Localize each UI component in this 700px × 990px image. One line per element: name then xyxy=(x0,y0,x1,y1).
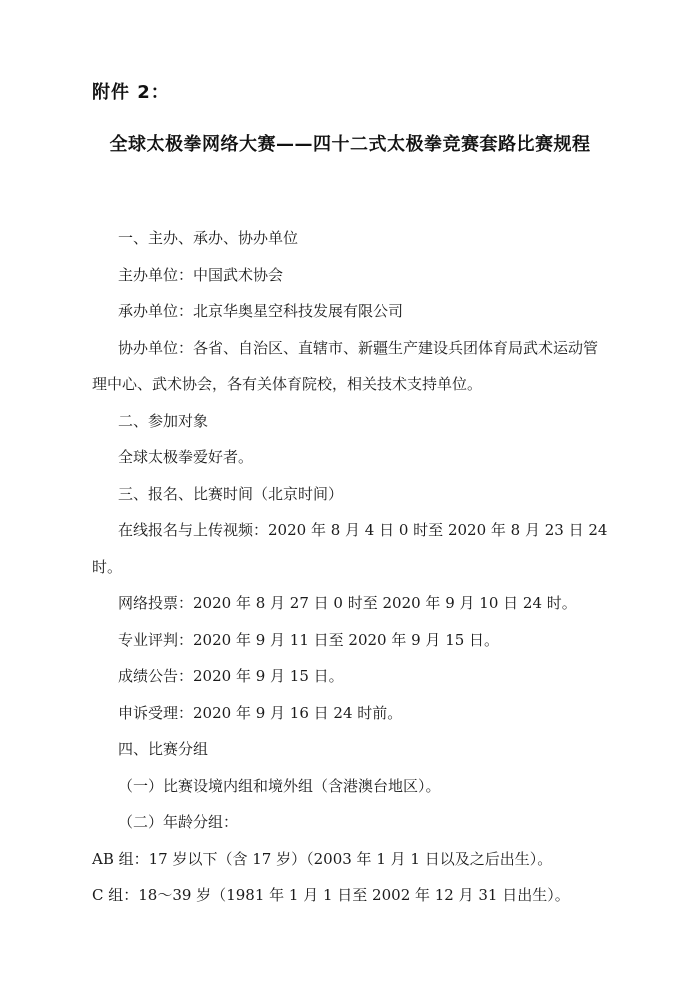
section-heading-schedule: 三、报名、比赛时间（北京时间） xyxy=(118,484,344,503)
paragraph-registration: 在线报名与上传视频：2020 年 8 月 4 日 0 时至 2020 年 8 月 23 日 24 时。 xyxy=(92,521,608,576)
paragraph-group-ab: AB 组：17 岁以下（含 17 岁）（2003 年 1 月 1 日以及之后出生）。 xyxy=(92,849,553,868)
paragraph-host: 主办单位：中国武术协会 xyxy=(118,265,284,284)
document-body xyxy=(92,220,612,914)
paragraph-voting: 网络投票：2020 年 8 月 27 日 0 时至 2020 年 9 月 10 日 24 时。 xyxy=(118,594,577,612)
paragraph-age-groups: （二）年龄分组： xyxy=(118,813,239,831)
paragraph-results: 成绩公告：2020 年 9 月 15 日。 xyxy=(118,667,344,685)
paragraph-organizer: 承办单位：北京华奥星空科技发展有限公司 xyxy=(118,302,404,320)
paragraph-appeals: 申诉受理：2020 年 9 月 16 日 24 时前。 xyxy=(118,703,403,722)
section-heading-organizers: 一、主办、承办、协办单位 xyxy=(118,229,299,247)
section-heading-participants: 二、参加对象 xyxy=(118,411,209,430)
paragraph-group-regions: （一）比赛设境内组和境外组（含港澳台地区）。 xyxy=(118,776,441,795)
paragraph-co-organizers: 协办单位：各省、自治区、直辖市、新疆生产建设兵团体育局武术运动管理中心、武术协会，各有关体育院校，相关技术支持单位。 xyxy=(92,338,599,393)
document-title: 全球太极拳网络大赛——四十二式太极拳竞赛套路比赛规程 xyxy=(109,134,591,155)
paragraph-participants: 全球太极拳爱好者。 xyxy=(118,448,254,466)
attachment-label: 附件 2： xyxy=(92,82,170,103)
paragraph-group-c: C 组：18～39 岁（1981 年 1 月 1 日至 2002 年 12 月 31 日出生）。 xyxy=(92,886,570,904)
section-heading-groups: 四、比赛分组 xyxy=(118,740,209,758)
paragraph-judging: 专业评判：2020 年 9 月 11 日至 2020 年 9 月 15 日。 xyxy=(118,630,500,649)
